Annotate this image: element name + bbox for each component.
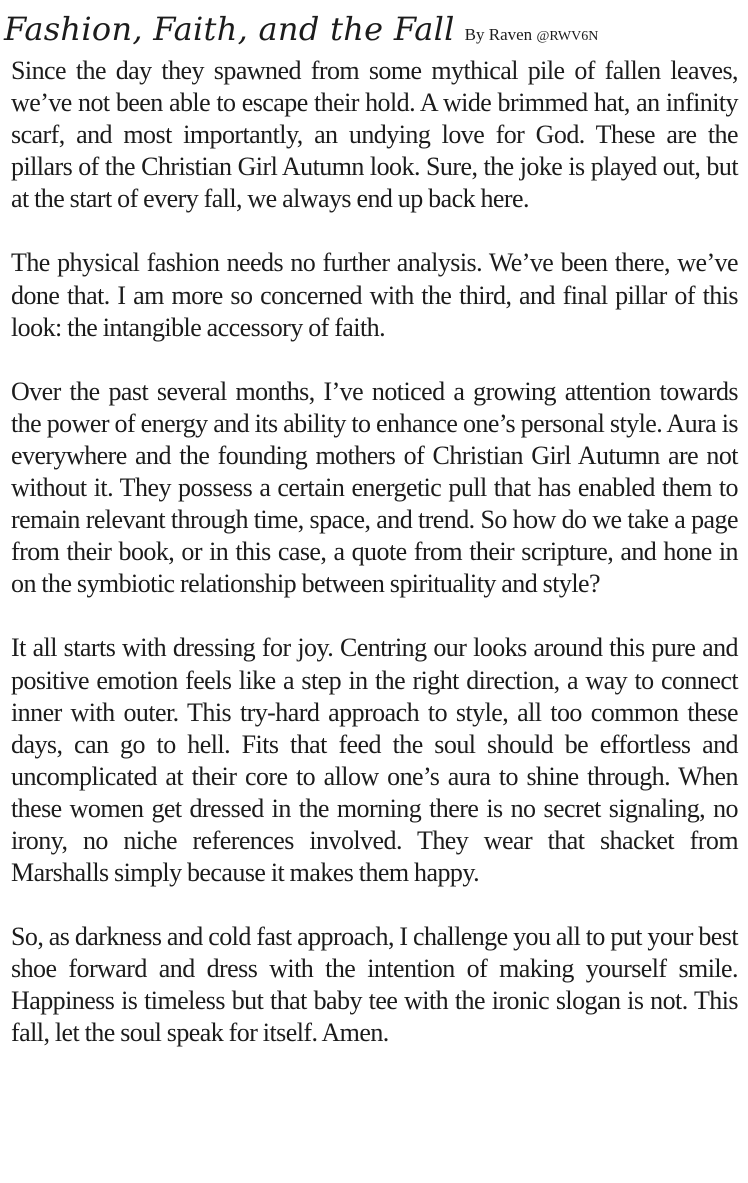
- paragraph-dressing-for-joy: It all starts with dressing for joy. Centring our looks around this pure and positive emotion feels like a step in the right direction, a way to connect inner with outer. This try-hard approach to style, all too common these days, can go to hell. Fits that feed the soul should be effortless and uncomplicated at their core to allow one’s aura to shine through. When these women get dressed in the morning there is no secret signaling, no irony, no niche references involved. They wear that shacket from Marshalls simply because it makes them happy.: [11, 633, 738, 888]
- byline: [465, 25, 599, 44]
- byline-author: By Raven: [464, 25, 533, 44]
- article-body: [11, 55, 738, 1082]
- paragraph-intro: Since the day they spawned from some mythical pile of fallen leaves, we’ve not been able to escape their hold. A wide brimmed hat, an infinity scarf, and most importantly, an undying love for God. These are the pillars of the Christian Girl Autumn look. Sure, the joke is played out, but at the start of every fall, we always end up back here.: [11, 56, 738, 214]
- paragraph-conclusion: So, as darkness and cold fast approach, I challenge you all to put your best shoe forward and dress with the intention of making yourself smile. Happiness is timeless but that baby tee with the ironic slogan is not. This fall, let the soul speak for itself. Amen.: [11, 922, 738, 1048]
- paragraph-physical-fashion: The physical fashion needs no further analysis. We’ve been there, we’ve done that. I am more so concerned with the third, and final pillar of this look: the intangible accessory of faith.: [11, 248, 738, 342]
- paragraph-aura: Over the past several months, I’ve noticed a growing attention towards the power of energy and its ability to enhance one’s personal style. Aura is everywhere and the founding mothers of Christian Girl Autumn are not without it. They possess a certain energetic pull that has enabled them to remain relevant through time, space, and trend. So how do we take a page from their book, or in this case, a quote from their scripture, and hone in on the symbiotic relationship between spirituality and style?: [11, 376, 738, 599]
- article-title: Fashion, Faith, and the Fall: [4, 10, 455, 48]
- article-header: [4, 4, 744, 54]
- byline-handle: @RWV6N: [536, 29, 599, 44]
